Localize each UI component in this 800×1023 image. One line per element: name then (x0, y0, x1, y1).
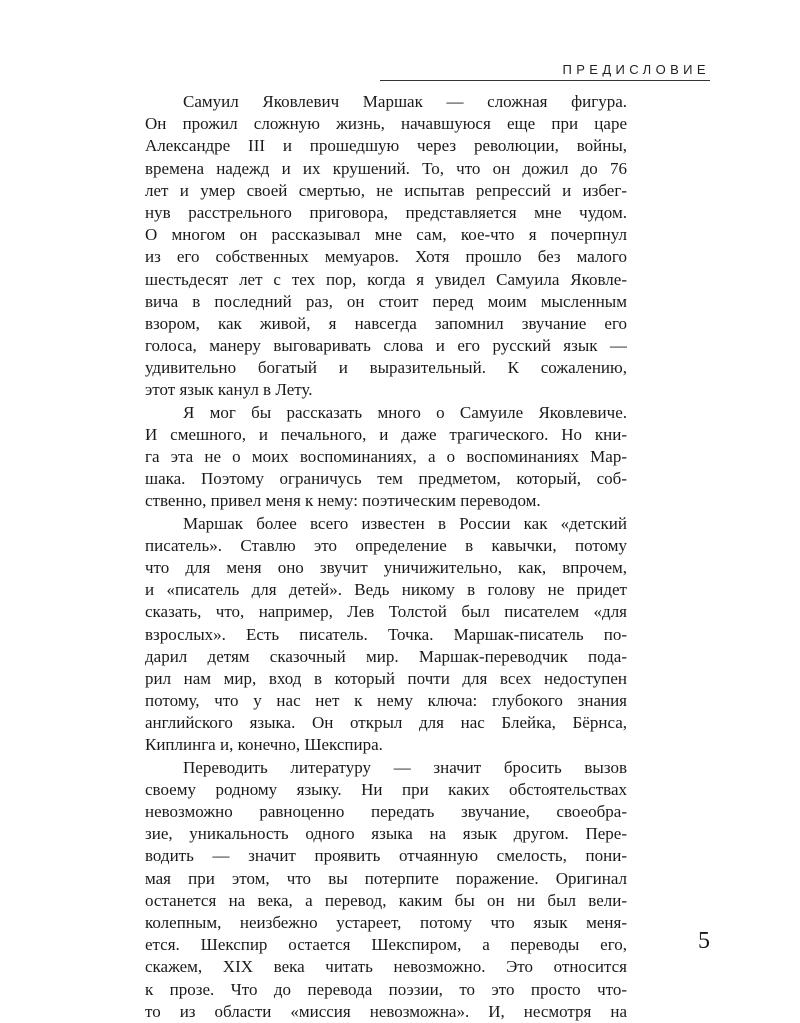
text-line: и «писатель для детей». Ведь никому в голову не придет (145, 580, 627, 600)
text-line: Он прожил сложную жизнь, начавшуюся еще при царе (145, 114, 627, 134)
text-line: своему родному языку. Ни при каких обстоятельствах (145, 779, 627, 799)
running-title: ПРЕДИСЛОВИЕ (562, 62, 710, 77)
text-line: И смешного, и печального, и даже трагического. Но кни- (145, 424, 627, 444)
text-line: скажем, XIX века читать невозможно. Это относится (145, 957, 627, 977)
page-number: 5 (698, 928, 710, 954)
text-line: зие, уникальность одного языка на язык другом. Пере- (145, 824, 627, 844)
text-line: шестьдесят лет с тех пор, когда я увидел Самуила Яковле- (145, 269, 627, 289)
text-line: времена надежд и их крушений. То, что он дожил до 76 (145, 158, 627, 178)
text-line: колепным, неизбежно устареет, потому что язык меня- (145, 912, 627, 932)
text-line: Самуил Яковлевич Маршак — сложная фигура. (183, 92, 627, 111)
text-line: удивительно богатый и выразительный. К сожалению, (145, 358, 627, 378)
text-line: голоса, манеру выговаривать слова и его русский язык — (145, 336, 627, 356)
text-line: потому, что у нас нет к нему ключа: глубокого знания (145, 691, 627, 711)
text-line: шака. Поэтому ограничусь тем предметом, который, соб- (145, 469, 627, 489)
text-line: Я мог бы рассказать много о Самуиле Яковлевиче. (183, 402, 627, 422)
body-text (145, 91, 627, 1023)
text-line: лет и умер своей смертью, не испытав репрессий и избег- (145, 180, 627, 200)
text-line: взрослых». Есть писатель. Точка. Маршак-писатель по- (145, 624, 627, 644)
text-line: ственно, привел меня к нему: поэтическим переводом. (145, 491, 541, 511)
text-line: взором, как живой, я навсегда запомнил звучание его (145, 313, 627, 333)
text-line: что для меня оно звучит уничижительно, как, впрочем, (145, 557, 627, 577)
text-line: Переводить литературу — значит бросить вызов (183, 757, 627, 777)
text-line: Киплинга и, конечно, Шекспира. (145, 735, 383, 755)
text-line: мая при этом, что вы потерпите поражение. Оригинал (145, 868, 627, 888)
text-line: останется на века, а перевод, каким бы он ни был вели- (145, 890, 627, 910)
text-line: ется. Шекспир остается Шекспиром, а переводы его, (145, 935, 627, 955)
text-line: из его собственных мемуаров. Хотя прошло без малого (145, 247, 627, 267)
text-line: то из области «миссия невозможна». И, несмотря на (145, 1001, 627, 1021)
text-line: нув расстрельного приговора, представляется мне чудом. (145, 202, 627, 222)
text-line: рил нам мир, вход в который почти для всех недоступен (145, 668, 627, 688)
text-line: сказать, что, например, Лев Толстой был писателем «для (145, 602, 627, 622)
text-line: О многом он рассказывал мне сам, кое-что я почерпнул (145, 225, 627, 245)
text-line: дарил детям сказочный мир. Маршак-переводчик пода- (145, 646, 627, 666)
paragraph (145, 91, 627, 402)
text-line: вича в последний раз, он стоит перед моим мысленным (145, 291, 627, 311)
text-line: английского языка. Он открыл для нас Блейка, Бёрнса, (145, 713, 627, 733)
text-line: невозможно равноценно передать звучание, своеобра- (145, 802, 627, 821)
paragraph (145, 757, 627, 1023)
text-line: этот язык канул в Лету. (145, 380, 313, 400)
text-line: Александре III и прошедшую через революции, войны, (145, 136, 627, 156)
text-line: писатель». Ставлю это определение в кавычки, потому (145, 535, 627, 555)
paragraph (145, 402, 627, 513)
text-line: к прозе. Что до перевода поэзии, то это просто что- (145, 979, 627, 999)
text-line: Маршак более всего известен в России как «детский (183, 513, 627, 533)
paragraph (145, 513, 627, 757)
text-line: водить — значит проявить отчаянную смелость, пони- (145, 846, 627, 866)
header-rule (380, 80, 710, 81)
text-line: га эта не о моих воспоминаниях, а о воспоминаниях Мар- (145, 447, 627, 466)
